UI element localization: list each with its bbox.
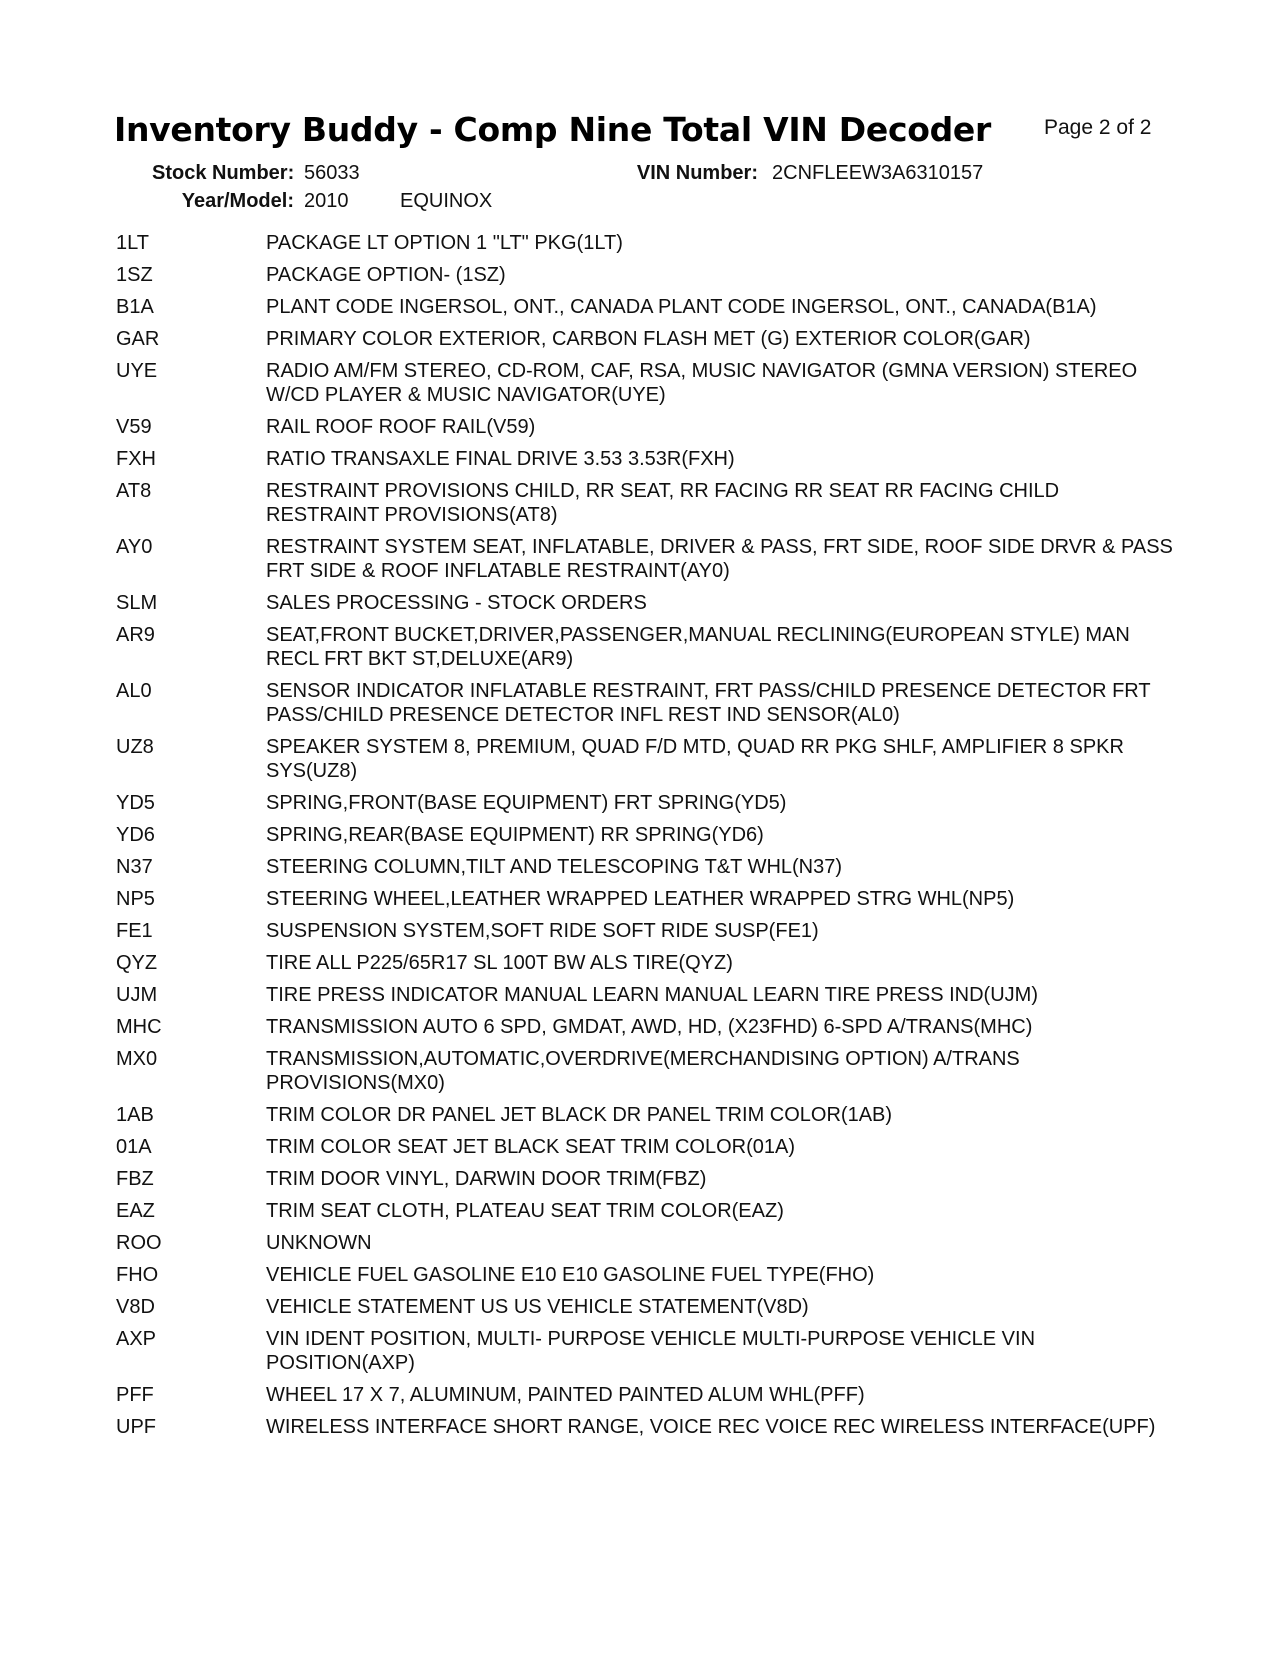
option-description: TIRE ALL P225/65R17 SL 100T BW ALS TIRE(QYZ) — [266, 952, 733, 974]
option-description: UNKNOWN — [266, 1232, 372, 1254]
option-row — [116, 1295, 1176, 1319]
option-code: V8D — [116, 1296, 155, 1318]
option-code: 1LT — [116, 232, 149, 254]
option-code: V59 — [116, 416, 152, 438]
option-code: NP5 — [116, 888, 155, 910]
option-description: TRIM DOOR VINYL, DARWIN DOOR TRIM(FBZ) — [266, 1168, 707, 1190]
option-description: SPRING,REAR(BASE EQUIPMENT) RR SPRING(YD6) — [266, 824, 764, 846]
option-row — [116, 1047, 1176, 1095]
option-row — [116, 447, 1176, 471]
option-row — [116, 1015, 1176, 1039]
option-code-list — [116, 231, 1176, 1447]
option-description: STEERING COLUMN,TILT AND TELESCOPING T&T WHL(N37) — [266, 856, 843, 878]
option-row — [116, 1167, 1176, 1191]
option-description: TIRE PRESS INDICATOR MANUAL LEARN MANUAL LEARN TIRE PRESS IND(UJM) — [266, 984, 1038, 1006]
option-description: PACKAGE LT OPTION 1 "LT" PKG(1LT) — [266, 232, 623, 254]
stock-number-label: Stock Number: — [152, 162, 295, 184]
option-code: UJM — [116, 984, 158, 1006]
option-row — [116, 1263, 1176, 1287]
option-code: YD5 — [116, 792, 155, 814]
option-description: PLANT CODE INGERSOL, ONT., CANADA PLANT CODE INGERSOL, ONT., CANADA(B1A) — [266, 296, 1097, 318]
option-description: VEHICLE STATEMENT US US VEHICLE STATEMENT(V8D) — [266, 1296, 809, 1318]
option-code: AL0 — [116, 680, 152, 702]
option-description: RATIO TRANSAXLE FINAL DRIVE 3.53 3.53R(FXH) — [266, 448, 735, 470]
option-row — [116, 735, 1176, 783]
option-code: UZ8 — [116, 736, 154, 758]
year-model-label: Year/Model: — [181, 190, 294, 212]
option-description: PACKAGE OPTION- (1SZ) — [266, 264, 506, 286]
option-code: QYZ — [116, 952, 158, 974]
option-description: TRANSMISSION AUTO 6 SPD, GMDAT, AWD, HD, (X23FHD) 6-SPD A/TRANS(MHC) — [266, 1016, 1033, 1038]
vin-number-value: 2CNFLEEW3A6310157 — [772, 162, 984, 184]
year-value: 2010 — [304, 190, 349, 212]
option-row — [116, 263, 1176, 287]
option-description: VEHICLE FUEL GASOLINE E10 E10 GASOLINE FUEL TYPE(FHO) — [266, 1264, 875, 1286]
option-row — [116, 1103, 1176, 1127]
option-row — [116, 415, 1176, 439]
option-description: SPRING,FRONT(BASE EQUIPMENT) FRT SPRING(YD5) — [266, 792, 787, 814]
option-code: N37 — [116, 856, 153, 878]
option-code: SLM — [116, 592, 158, 614]
option-code: YD6 — [116, 824, 155, 846]
option-row — [116, 919, 1176, 943]
option-code: MX0 — [116, 1048, 158, 1070]
option-description: WHEEL 17 X 7, ALUMINUM, PAINTED PAINTED ALUM WHL(PFF) — [266, 1384, 865, 1406]
option-code: FXH — [116, 448, 156, 470]
option-code: AY0 — [116, 536, 153, 558]
option-code: EAZ — [116, 1200, 155, 1222]
option-code: UPF — [116, 1416, 156, 1438]
option-code: 01A — [116, 1136, 152, 1158]
stock-number-value: 56033 — [304, 162, 360, 184]
option-code: PFF — [116, 1384, 154, 1406]
page-title: Inventory Buddy - Comp Nine Total VIN Decoder — [114, 110, 991, 149]
option-description: TRIM COLOR SEAT JET BLACK SEAT TRIM COLOR(01A) — [266, 1136, 796, 1158]
option-code: 1SZ — [116, 264, 153, 286]
option-row — [116, 887, 1176, 911]
option-row — [116, 855, 1176, 879]
option-description: SENSOR INDICATOR INFLATABLE RESTRAINT, FRT PASS/CHILD PRESENCE DETECTOR FRT PASS/CHILD PRESENCE DETECTOR INFL REST IND SENSOR(AL0) — [266, 680, 1151, 726]
option-row — [116, 479, 1176, 527]
option-description: RESTRAINT SYSTEM SEAT, INFLATABLE, DRIVER & PASS, FRT SIDE, ROOF SIDE DRVR & PASS FRT SIDE & ROOF INFLATABLE RESTRAINT(AY0) — [266, 536, 1173, 582]
option-description: VIN IDENT POSITION, MULTI- PURPOSE VEHICLE MULTI-PURPOSE VEHICLE VIN POSITION(AXP) — [266, 1328, 1036, 1374]
option-row — [116, 359, 1176, 407]
option-description: STEERING WHEEL,LEATHER WRAPPED LEATHER WRAPPED STRG WHL(NP5) — [266, 888, 1015, 910]
option-row — [116, 679, 1176, 727]
option-row — [116, 591, 1176, 615]
option-code: FBZ — [116, 1168, 154, 1190]
option-code: AT8 — [116, 480, 152, 502]
option-description: SPEAKER SYSTEM 8, PREMIUM, QUAD F/D MTD, QUAD RR PKG SHLF, AMPLIFIER 8 SPKR SYS(UZ8) — [266, 736, 1124, 782]
option-description: SALES PROCESSING - STOCK ORDERS — [266, 592, 647, 614]
option-code: 1AB — [116, 1104, 154, 1126]
option-row — [116, 951, 1176, 975]
option-code: FE1 — [116, 920, 153, 942]
option-row — [116, 1199, 1176, 1223]
option-description: TRIM SEAT CLOTH, PLATEAU SEAT TRIM COLOR(EAZ) — [266, 1200, 784, 1222]
option-code: GAR — [116, 328, 160, 350]
option-row — [116, 295, 1176, 319]
option-row — [116, 1415, 1176, 1439]
option-code: AXP — [116, 1328, 157, 1350]
option-row — [116, 983, 1176, 1007]
option-code: MHC — [116, 1016, 162, 1038]
option-description: PRIMARY COLOR EXTERIOR, CARBON FLASH MET (G) EXTERIOR COLOR(GAR) — [266, 328, 1031, 350]
option-code: B1A — [116, 296, 154, 318]
option-code: AR9 — [116, 624, 155, 646]
option-description: RADIO AM/FM STEREO, CD-ROM, CAF, RSA, MUSIC NAVIGATOR (GMNA VERSION) STEREO W/CD PLAYER & MUSIC NAVIGATOR(UYE) — [266, 360, 1138, 406]
option-description: WIRELESS INTERFACE SHORT RANGE, VOICE REC VOICE REC WIRELESS INTERFACE(UPF) — [266, 1416, 1156, 1438]
option-description: SUSPENSION SYSTEM,SOFT RIDE SOFT RIDE SUSP(FE1) — [266, 920, 819, 942]
option-row — [116, 327, 1176, 351]
option-row — [116, 1135, 1176, 1159]
option-row — [116, 535, 1176, 583]
option-description: SEAT,FRONT BUCKET,DRIVER,PASSENGER,MANUAL RECLINING(EUROPEAN STYLE) MAN RECL FRT BKT ST,DELUXE(AR9) — [266, 624, 1130, 670]
model-value: EQUINOX — [400, 190, 493, 212]
option-description: TRIM COLOR DR PANEL JET BLACK DR PANEL TRIM COLOR(1AB) — [266, 1104, 893, 1126]
option-code: ROO — [116, 1232, 162, 1254]
option-row — [116, 823, 1176, 847]
option-row — [116, 1231, 1176, 1255]
option-row — [116, 623, 1176, 671]
option-code: FHO — [116, 1264, 159, 1286]
option-description: RESTRAINT PROVISIONS CHILD, RR SEAT, RR FACING RR SEAT RR FACING CHILD RESTRAINT PROVISIONS(AT8) — [266, 480, 1060, 526]
page-number: Page 2 of 2 — [1044, 116, 1152, 139]
option-code: UYE — [116, 360, 158, 382]
option-description: TRANSMISSION,AUTOMATIC,OVERDRIVE(MERCHANDISING OPTION) A/TRANS PROVISIONS(MX0) — [266, 1048, 1020, 1094]
option-row — [116, 231, 1176, 255]
option-row — [116, 1383, 1176, 1407]
vin-number-label: VIN Number: — [636, 162, 758, 184]
option-description: RAIL ROOF ROOF RAIL(V59) — [266, 416, 536, 438]
option-row — [116, 791, 1176, 815]
option-row — [116, 1327, 1176, 1375]
